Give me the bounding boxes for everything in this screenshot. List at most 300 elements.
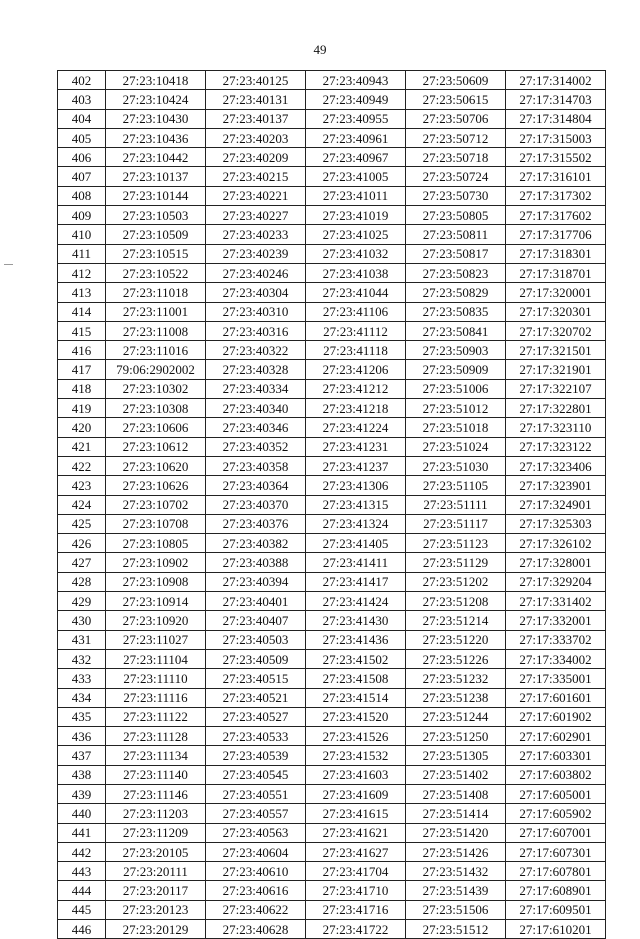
table-row	[58, 727, 606, 746]
cadastral-cell-col3: 27:23:41019	[306, 206, 406, 225]
cadastral-cell-col5: 27:17:322801	[506, 399, 606, 418]
table-row	[58, 128, 606, 147]
row-number-cell: 440	[58, 804, 106, 823]
cadastral-cell-col2: 27:23:40246	[206, 263, 306, 282]
table-row	[58, 630, 606, 649]
cadastral-cell-col3: 27:23:41237	[306, 456, 406, 475]
cadastral-cell-col5: 27:17:334002	[506, 649, 606, 668]
row-number-cell: 434	[58, 688, 106, 707]
table-row	[58, 784, 606, 803]
cadastral-cell-col5: 27:17:325303	[506, 514, 606, 533]
cadastral-cell-col5: 27:17:332001	[506, 611, 606, 630]
cadastral-cell-col2: 27:23:40209	[206, 148, 306, 167]
cadastral-cell-col3: 27:23:41118	[306, 341, 406, 360]
table-row	[58, 534, 606, 553]
cadastral-cell-col1: 79:06:2902002	[106, 360, 206, 379]
cadastral-cell-col4: 27:23:51250	[406, 727, 506, 746]
cadastral-cell-col2: 27:23:40376	[206, 514, 306, 533]
table-row	[58, 360, 606, 379]
cadastral-cell-col2: 27:23:40316	[206, 321, 306, 340]
row-number-cell: 416	[58, 341, 106, 360]
cadastral-cell-col4: 27:23:51232	[406, 669, 506, 688]
row-number-cell: 439	[58, 784, 106, 803]
cadastral-cell-col4: 27:23:51244	[406, 707, 506, 726]
table-row	[58, 244, 606, 263]
cadastral-cell-col4: 27:23:51432	[406, 862, 506, 881]
cadastral-cell-col1: 27:23:11140	[106, 765, 206, 784]
cadastral-cell-col4: 27:23:51506	[406, 900, 506, 919]
cadastral-cell-col2: 27:23:40616	[206, 881, 306, 900]
cadastral-cell-col4: 27:23:50841	[406, 321, 506, 340]
cadastral-cell-col2: 27:23:40401	[206, 592, 306, 611]
cadastral-cell-col3: 27:23:41621	[306, 823, 406, 842]
cadastral-cell-col3: 27:23:40955	[306, 109, 406, 128]
row-number-cell: 423	[58, 476, 106, 495]
cadastral-cell-col1: 27:23:11128	[106, 727, 206, 746]
table-row	[58, 90, 606, 109]
cadastral-cell-col4: 27:23:51414	[406, 804, 506, 823]
cadastral-cell-col3: 27:23:41206	[306, 360, 406, 379]
cadastral-cell-col2: 27:23:40310	[206, 302, 306, 321]
cadastral-cell-col3: 27:23:41417	[306, 572, 406, 591]
table-row	[58, 418, 606, 437]
cadastral-cell-col3: 27:23:41424	[306, 592, 406, 611]
cadastral-cell-col3: 27:23:41005	[306, 167, 406, 186]
cadastral-cell-col1: 27:23:10902	[106, 553, 206, 572]
cadastral-cell-col1: 27:23:10302	[106, 379, 206, 398]
cadastral-cell-col1: 27:23:11134	[106, 746, 206, 765]
row-number-cell: 442	[58, 842, 106, 861]
cadastral-cell-col5: 27:17:333702	[506, 630, 606, 649]
table-row	[58, 341, 606, 360]
table-row	[58, 572, 606, 591]
cadastral-cell-col1: 27:23:10522	[106, 263, 206, 282]
table-row	[58, 862, 606, 881]
row-number-cell: 409	[58, 206, 106, 225]
table-row	[58, 437, 606, 456]
row-number-cell: 432	[58, 649, 106, 668]
cadastral-cell-col1: 27:23:10436	[106, 128, 206, 147]
cadastral-cell-col4: 27:23:51220	[406, 630, 506, 649]
table-row	[58, 842, 606, 861]
row-number-cell: 420	[58, 418, 106, 437]
cadastral-cell-col4: 27:23:50811	[406, 225, 506, 244]
cadastral-cell-col2: 27:23:40407	[206, 611, 306, 630]
row-number-cell: 424	[58, 495, 106, 514]
cadastral-cell-col3: 27:23:41615	[306, 804, 406, 823]
table-row	[58, 456, 606, 475]
table-row	[58, 186, 606, 205]
cadastral-cell-col1: 27:23:10606	[106, 418, 206, 437]
cadastral-cell-col4: 27:23:50615	[406, 90, 506, 109]
row-number-cell: 411	[58, 244, 106, 263]
row-number-cell: 441	[58, 823, 106, 842]
row-number-cell: 421	[58, 437, 106, 456]
cadastral-cell-col4: 27:23:51117	[406, 514, 506, 533]
cadastral-cell-col3: 27:23:41218	[306, 399, 406, 418]
cadastral-cell-col2: 27:23:40503	[206, 630, 306, 649]
cadastral-cell-col4: 27:23:51402	[406, 765, 506, 784]
cadastral-cell-col1: 27:23:10515	[106, 244, 206, 263]
cadastral-cell-col5: 27:17:602901	[506, 727, 606, 746]
cadastral-cell-col5: 27:17:328001	[506, 553, 606, 572]
row-number-cell: 445	[58, 900, 106, 919]
row-number-cell: 417	[58, 360, 106, 379]
cadastral-cell-col5: 27:17:318701	[506, 263, 606, 282]
cadastral-cell-col2: 27:23:40358	[206, 456, 306, 475]
data-table	[57, 70, 606, 939]
cadastral-cell-col4: 27:23:50805	[406, 206, 506, 225]
cadastral-cell-col2: 27:23:40628	[206, 920, 306, 939]
cadastral-cell-col5: 27:17:320301	[506, 302, 606, 321]
cadastral-cell-col1: 27:23:10442	[106, 148, 206, 167]
cadastral-cell-col1: 27:23:10509	[106, 225, 206, 244]
table-row	[58, 920, 606, 939]
cadastral-cell-col4: 27:23:50730	[406, 186, 506, 205]
cadastral-cell-col5: 27:17:608901	[506, 881, 606, 900]
cadastral-cell-col1: 27:23:10805	[106, 534, 206, 553]
row-number-cell: 418	[58, 379, 106, 398]
row-number-cell: 425	[58, 514, 106, 533]
cadastral-cell-col3: 27:23:41306	[306, 476, 406, 495]
cadastral-cell-col1: 27:23:20123	[106, 900, 206, 919]
table-row	[58, 225, 606, 244]
cadastral-cell-col3: 27:23:41224	[306, 418, 406, 437]
cadastral-cell-col2: 27:23:40370	[206, 495, 306, 514]
cadastral-cell-col1: 27:23:11116	[106, 688, 206, 707]
cadastral-cell-col5: 27:17:603301	[506, 746, 606, 765]
cadastral-cell-col1: 27:23:10708	[106, 514, 206, 533]
cadastral-cell-col3: 27:23:41032	[306, 244, 406, 263]
table-row	[58, 514, 606, 533]
cadastral-cell-col4: 27:23:51512	[406, 920, 506, 939]
row-number-cell: 413	[58, 283, 106, 302]
cadastral-cell-col5: 27:17:326102	[506, 534, 606, 553]
cadastral-cell-col3: 27:23:41508	[306, 669, 406, 688]
cadastral-cell-col4: 27:23:50706	[406, 109, 506, 128]
cadastral-cell-col4: 27:23:50909	[406, 360, 506, 379]
cadastral-cell-col1: 27:23:10920	[106, 611, 206, 630]
cadastral-cell-col5: 27:17:314703	[506, 90, 606, 109]
table-row	[58, 592, 606, 611]
cadastral-cell-col4: 27:23:51129	[406, 553, 506, 572]
cadastral-cell-col1: 27:23:10308	[106, 399, 206, 418]
table-row	[58, 71, 606, 90]
row-number-cell: 443	[58, 862, 106, 881]
cadastral-cell-col3: 27:23:41011	[306, 186, 406, 205]
cadastral-cell-col3: 27:23:41025	[306, 225, 406, 244]
cadastral-cell-col2: 27:23:40388	[206, 553, 306, 572]
cadastral-cell-col4: 27:23:51123	[406, 534, 506, 553]
cadastral-cell-col1: 27:23:11110	[106, 669, 206, 688]
row-number-cell: 407	[58, 167, 106, 186]
row-number-cell: 427	[58, 553, 106, 572]
cadastral-cell-col2: 27:23:40533	[206, 727, 306, 746]
cadastral-cell-col4: 27:23:51018	[406, 418, 506, 437]
cadastral-cell-col2: 27:23:40304	[206, 283, 306, 302]
row-number-cell: 435	[58, 707, 106, 726]
row-number-cell: 422	[58, 456, 106, 475]
cadastral-cell-col4: 27:23:51238	[406, 688, 506, 707]
cadastral-cell-col3: 27:23:41324	[306, 514, 406, 533]
table-row	[58, 611, 606, 630]
cadastral-cell-col3: 27:23:41532	[306, 746, 406, 765]
cadastral-cell-col1: 27:23:10612	[106, 437, 206, 456]
cadastral-cell-col4: 27:23:51208	[406, 592, 506, 611]
cadastral-cell-col3: 27:23:41231	[306, 437, 406, 456]
table-row	[58, 148, 606, 167]
cadastral-cell-col3: 27:23:41722	[306, 920, 406, 939]
cadastral-cell-col1: 27:23:10137	[106, 167, 206, 186]
cadastral-cell-col4: 27:23:51024	[406, 437, 506, 456]
cadastral-cell-col3: 27:23:41609	[306, 784, 406, 803]
row-number-cell: 444	[58, 881, 106, 900]
cadastral-cell-col4: 27:23:50903	[406, 341, 506, 360]
cadastral-cell-col2: 27:23:40328	[206, 360, 306, 379]
cadastral-cell-col1: 27:23:20129	[106, 920, 206, 939]
cadastral-cell-col5: 27:17:321901	[506, 360, 606, 379]
cadastral-cell-col3: 27:23:41603	[306, 765, 406, 784]
cadastral-cell-col4: 27:23:50712	[406, 128, 506, 147]
row-number-cell: 406	[58, 148, 106, 167]
cadastral-cell-col5: 27:17:605902	[506, 804, 606, 823]
cadastral-cell-col4: 27:23:51226	[406, 649, 506, 668]
cadastral-cell-col3: 27:23:41716	[306, 900, 406, 919]
cadastral-cell-col5: 27:17:321501	[506, 341, 606, 360]
cadastral-cell-col2: 27:23:40131	[206, 90, 306, 109]
table-row	[58, 206, 606, 225]
cadastral-cell-col1: 27:23:10418	[106, 71, 206, 90]
row-number-cell: 412	[58, 263, 106, 282]
cadastral-cell-col1: 27:23:10702	[106, 495, 206, 514]
cadastral-cell-col1: 27:23:20111	[106, 862, 206, 881]
cadastral-cell-col1: 27:23:11146	[106, 784, 206, 803]
cadastral-cell-col2: 27:23:40239	[206, 244, 306, 263]
cadastral-cell-col4: 27:23:51426	[406, 842, 506, 861]
row-number-cell: 414	[58, 302, 106, 321]
cadastral-cell-col2: 27:23:40215	[206, 167, 306, 186]
table-body	[58, 71, 606, 939]
cadastral-cell-col4: 27:23:51408	[406, 784, 506, 803]
row-number-cell: 405	[58, 128, 106, 147]
cadastral-cell-col5: 27:17:323122	[506, 437, 606, 456]
cadastral-cell-col5: 27:17:601601	[506, 688, 606, 707]
cadastral-cell-col3: 27:23:41514	[306, 688, 406, 707]
cadastral-cell-col5: 27:17:315003	[506, 128, 606, 147]
row-number-cell: 428	[58, 572, 106, 591]
cadastral-cell-col5: 27:17:323110	[506, 418, 606, 437]
cadastral-cell-col3: 27:23:41112	[306, 321, 406, 340]
cadastral-cell-col1: 27:23:11203	[106, 804, 206, 823]
cadastral-cell-col5: 27:17:607001	[506, 823, 606, 842]
cadastral-cell-col2: 27:23:40551	[206, 784, 306, 803]
row-number-cell: 403	[58, 90, 106, 109]
cadastral-cell-col2: 27:23:40545	[206, 765, 306, 784]
cadastral-cell-col4: 27:23:51012	[406, 399, 506, 418]
row-number-cell: 419	[58, 399, 106, 418]
cadastral-cell-col1: 27:23:11122	[106, 707, 206, 726]
cadastral-cell-col2: 27:23:40221	[206, 186, 306, 205]
cadastral-cell-col2: 27:23:40334	[206, 379, 306, 398]
row-number-cell: 431	[58, 630, 106, 649]
table-row	[58, 669, 606, 688]
cadastral-cell-col5: 27:17:323901	[506, 476, 606, 495]
table-row	[58, 823, 606, 842]
cadastral-cell-col5: 27:17:331402	[506, 592, 606, 611]
table-row	[58, 746, 606, 765]
cadastral-cell-col2: 27:23:40604	[206, 842, 306, 861]
cadastral-cell-col3: 27:23:41704	[306, 862, 406, 881]
table-row	[58, 321, 606, 340]
cadastral-cell-col5: 27:17:603802	[506, 765, 606, 784]
cadastral-cell-col5: 27:17:610201	[506, 920, 606, 939]
table-row	[58, 283, 606, 302]
cadastral-cell-col1: 27:23:20117	[106, 881, 206, 900]
table-row	[58, 765, 606, 784]
table-row	[58, 707, 606, 726]
cadastral-cell-col2: 27:23:40352	[206, 437, 306, 456]
cadastral-cell-col4: 27:23:50823	[406, 263, 506, 282]
table-row	[58, 804, 606, 823]
row-number-cell: 430	[58, 611, 106, 630]
cadastral-cell-col5: 27:17:317706	[506, 225, 606, 244]
row-number-cell: 446	[58, 920, 106, 939]
cadastral-cell-col1: 27:23:11104	[106, 649, 206, 668]
cadastral-cell-col2: 27:23:40125	[206, 71, 306, 90]
cadastral-cell-col3: 27:23:41044	[306, 283, 406, 302]
table-row	[58, 495, 606, 514]
cadastral-cell-col2: 27:23:40622	[206, 900, 306, 919]
cadastral-cell-col4: 27:23:51030	[406, 456, 506, 475]
cadastral-cell-col3: 27:23:41520	[306, 707, 406, 726]
cadastral-cell-col1: 27:23:10914	[106, 592, 206, 611]
table-row	[58, 688, 606, 707]
cadastral-cell-col4: 27:23:51439	[406, 881, 506, 900]
row-number-cell: 433	[58, 669, 106, 688]
cadastral-cell-col3: 27:23:41212	[306, 379, 406, 398]
cadastral-cell-col5: 27:17:317602	[506, 206, 606, 225]
cadastral-cell-col2: 27:23:40610	[206, 862, 306, 881]
row-number-cell: 438	[58, 765, 106, 784]
cadastral-cell-col1: 27:23:10503	[106, 206, 206, 225]
cadastral-cell-col3: 27:23:41710	[306, 881, 406, 900]
cadastral-cell-col2: 27:23:40394	[206, 572, 306, 591]
cadastral-cell-col5: 27:17:318301	[506, 244, 606, 263]
table-row	[58, 881, 606, 900]
cadastral-cell-col1: 27:23:11209	[106, 823, 206, 842]
row-number-cell: 410	[58, 225, 106, 244]
cadastral-cell-col1: 27:23:11027	[106, 630, 206, 649]
cadastral-cell-col3: 27:23:41430	[306, 611, 406, 630]
cadastral-cell-col5: 27:17:609501	[506, 900, 606, 919]
cadastral-cell-col3: 27:23:40967	[306, 148, 406, 167]
cadastral-cell-col1: 27:23:10430	[106, 109, 206, 128]
table-row	[58, 302, 606, 321]
cadastral-cell-col1: 27:23:10620	[106, 456, 206, 475]
scan-mark	[4, 264, 13, 265]
page-number: 49	[313, 42, 327, 57]
cadastral-cell-col5: 27:17:601902	[506, 707, 606, 726]
cadastral-cell-col1: 27:23:11001	[106, 302, 206, 321]
cadastral-cell-col5: 27:17:607301	[506, 842, 606, 861]
row-number-cell: 408	[58, 186, 106, 205]
cadastral-cell-col3: 27:23:41502	[306, 649, 406, 668]
table-row	[58, 900, 606, 919]
cadastral-cell-col3: 27:23:41106	[306, 302, 406, 321]
cadastral-cell-col4: 27:23:51420	[406, 823, 506, 842]
cadastral-cell-col1: 27:23:20105	[106, 842, 206, 861]
cadastral-cell-col4: 27:23:51111	[406, 495, 506, 514]
cadastral-cell-col5: 27:17:335001	[506, 669, 606, 688]
cadastral-cell-col5: 27:17:322107	[506, 379, 606, 398]
table-row	[58, 553, 606, 572]
row-number-cell: 426	[58, 534, 106, 553]
cadastral-cell-col5: 27:17:320702	[506, 321, 606, 340]
table-row	[58, 263, 606, 282]
cadastral-cell-col1: 27:23:10626	[106, 476, 206, 495]
cadastral-cell-col5: 27:17:314804	[506, 109, 606, 128]
cadastral-cell-col2: 27:23:40515	[206, 669, 306, 688]
cadastral-cell-col5: 27:17:316101	[506, 167, 606, 186]
row-number-cell: 404	[58, 109, 106, 128]
cadastral-cell-col2: 27:23:40527	[206, 707, 306, 726]
table-row	[58, 649, 606, 668]
cadastral-cell-col3: 27:23:41405	[306, 534, 406, 553]
cadastral-cell-col2: 27:23:40557	[206, 804, 306, 823]
cadastral-cell-col2: 27:23:40364	[206, 476, 306, 495]
row-number-cell: 429	[58, 592, 106, 611]
cadastral-cell-col3: 27:23:41436	[306, 630, 406, 649]
cadastral-cell-col4: 27:23:51105	[406, 476, 506, 495]
cadastral-cell-col2: 27:23:40521	[206, 688, 306, 707]
cadastral-cell-col4: 27:23:50829	[406, 283, 506, 302]
cadastral-cell-col3: 27:23:40961	[306, 128, 406, 147]
cadastral-cell-col3: 27:23:41627	[306, 842, 406, 861]
cadastral-cell-col2: 27:23:40137	[206, 109, 306, 128]
cadastral-cell-col3: 27:23:41038	[306, 263, 406, 282]
table-row	[58, 167, 606, 186]
cadastral-cell-col4: 27:23:51202	[406, 572, 506, 591]
table-row	[58, 109, 606, 128]
cadastral-cell-col4: 27:23:50724	[406, 167, 506, 186]
cadastral-cell-col3: 27:23:40943	[306, 71, 406, 90]
cadastral-cell-col1: 27:23:10424	[106, 90, 206, 109]
cadastral-cell-col1: 27:23:11008	[106, 321, 206, 340]
cadastral-cell-col1: 27:23:11018	[106, 283, 206, 302]
cadastral-cell-col5: 27:17:324901	[506, 495, 606, 514]
cadastral-cell-col2: 27:23:40563	[206, 823, 306, 842]
cadastral-cell-col3: 27:23:41315	[306, 495, 406, 514]
table-row	[58, 379, 606, 398]
cadastral-cell-col5: 27:17:320001	[506, 283, 606, 302]
cadastral-cell-col4: 27:23:51006	[406, 379, 506, 398]
cadastral-cell-col2: 27:23:40227	[206, 206, 306, 225]
cadastral-cell-col4: 27:23:50718	[406, 148, 506, 167]
cadastral-cell-col2: 27:23:40509	[206, 649, 306, 668]
cadastral-cell-col3: 27:23:40949	[306, 90, 406, 109]
cadastral-cell-col2: 27:23:40340	[206, 399, 306, 418]
cadastral-cell-col4: 27:23:50817	[406, 244, 506, 263]
cadastral-cell-col4: 27:23:50609	[406, 71, 506, 90]
cadastral-cell-col2: 27:23:40382	[206, 534, 306, 553]
cadastral-cell-col2: 27:23:40539	[206, 746, 306, 765]
cadastral-cell-col2: 27:23:40233	[206, 225, 306, 244]
table-row	[58, 399, 606, 418]
cadastral-cell-col5: 27:17:323406	[506, 456, 606, 475]
cadastral-cell-col5: 27:17:605001	[506, 784, 606, 803]
cadastral-cell-col2: 27:23:40322	[206, 341, 306, 360]
cadastral-cell-col5: 27:17:329204	[506, 572, 606, 591]
